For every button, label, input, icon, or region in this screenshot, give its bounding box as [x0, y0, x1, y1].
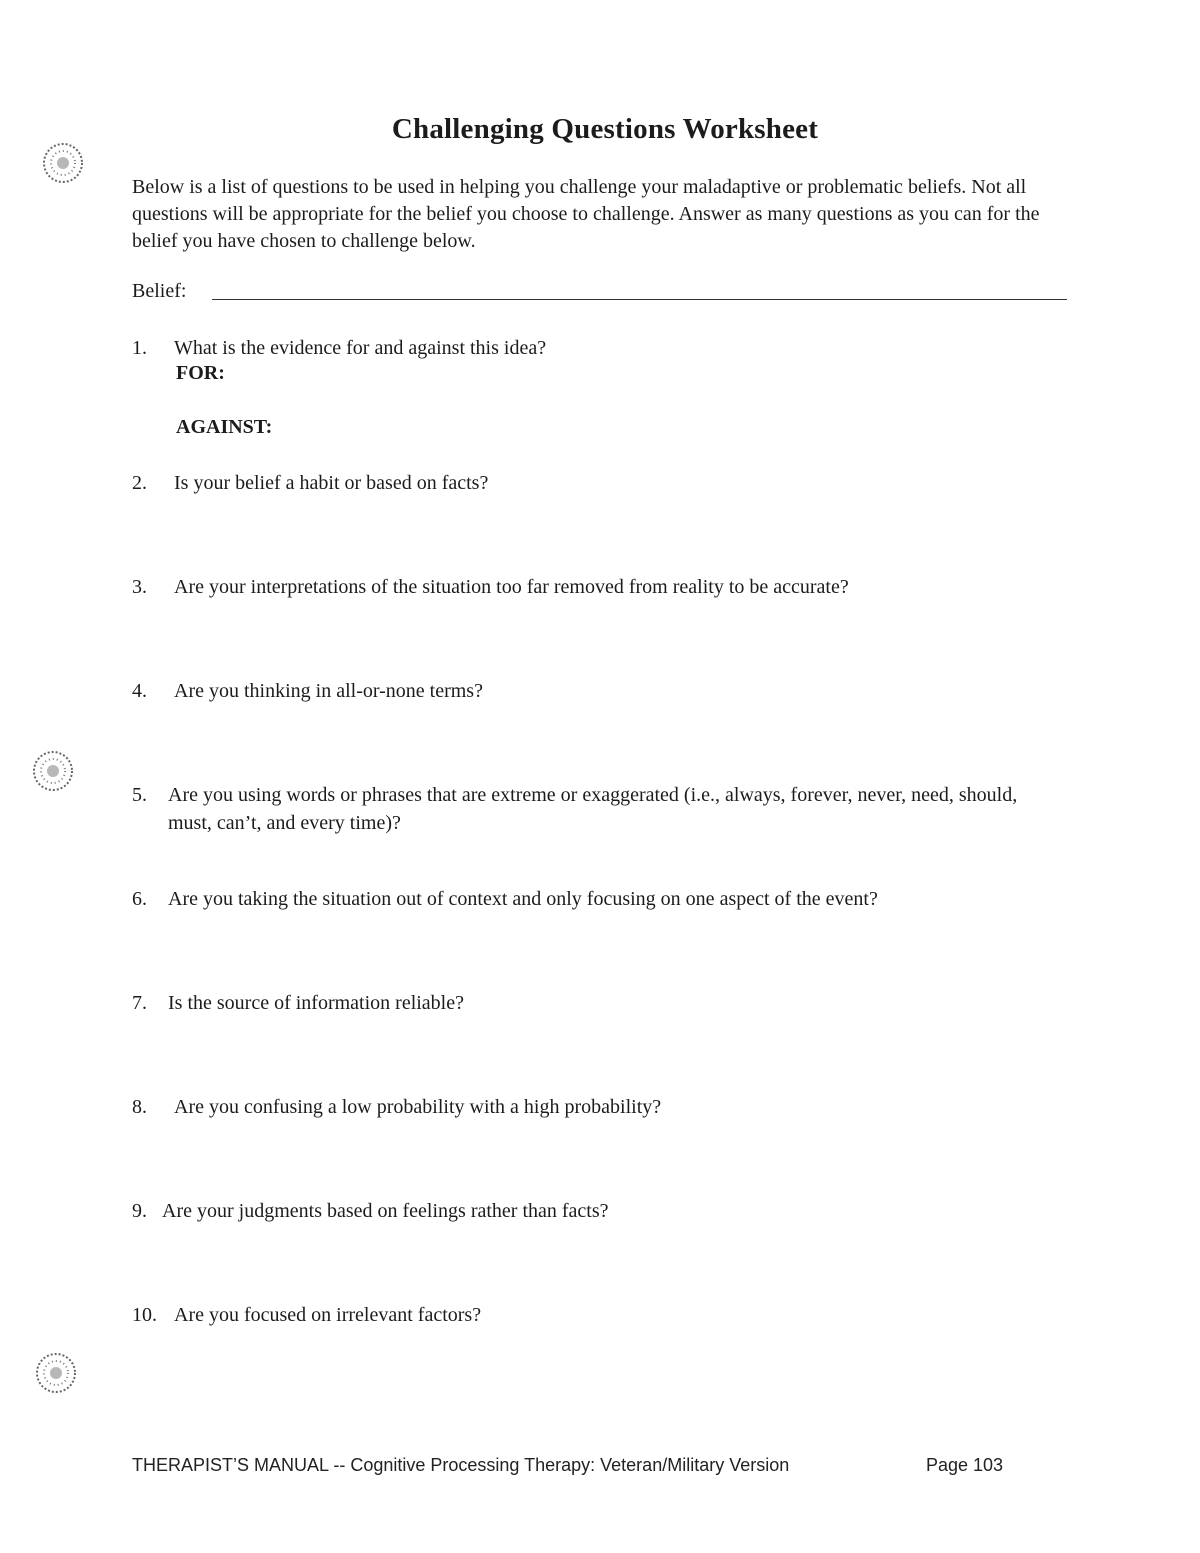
belief-answer-line[interactable] — [212, 299, 1067, 300]
question-number: 2. — [132, 472, 147, 494]
question-text: Is your belief a habit or based on facts? — [174, 472, 489, 494]
question-number: 8. — [132, 1096, 147, 1118]
question-number: 5. — [132, 784, 147, 806]
question-number: 1. — [132, 337, 147, 359]
against-label: AGAINST: — [176, 416, 273, 438]
question-text: Are you thinking in all-or-none terms? — [174, 680, 483, 702]
footer-text: THERAPIST’S MANUAL -- Cognitive Processing Therapy: Veteran/Military Version — [132, 1455, 790, 1475]
question-text: What is the evidence for and against this idea? — [174, 337, 547, 359]
question-text: Is the source of information reliable? — [168, 992, 464, 1014]
for-label: FOR: — [176, 362, 225, 384]
page-title: Challenging Questions Worksheet — [391, 113, 819, 145]
question-text: Are you taking the situation out of context and only focusing on one aspect of the event? — [168, 888, 878, 910]
punch-hole-mark — [30, 748, 76, 794]
question-text: Are you focused on irrelevant factors? — [174, 1304, 482, 1326]
question-number: 3. — [132, 576, 147, 598]
question-text: Are your interpretations of the situation too far removed from reality to be accurate? — [174, 576, 849, 598]
question-number: 6. — [132, 888, 147, 910]
question-number: 9. — [132, 1200, 147, 1222]
question-text: Are you using words or phrases that are extreme or exaggerated (i.e., always, forever, never, need, should, must, can’t, and every time)? — [168, 784, 1018, 834]
belief-label: Belief: — [132, 280, 187, 302]
page-number: Page 103 — [926, 1455, 1004, 1475]
question-text: Are you confusing a low probability with a high probability? — [174, 1096, 662, 1118]
punch-hole-mark — [33, 1350, 79, 1396]
question-number: 4. — [132, 680, 147, 702]
question-number: 10. — [132, 1304, 157, 1326]
question-5 — [132, 781, 1062, 837]
question-number: 7. — [132, 992, 147, 1014]
punch-hole-mark — [40, 140, 86, 186]
intro-paragraph: Below is a list of questions to be used in helping you challenge your maladaptive or problematic beliefs. Not all questions will be appropriate for the belief you choose to challenge. Answer as many questions as you can for the belief you have chosen to challenge below. — [132, 176, 1040, 252]
question-text: Are your judgments based on feelings rather than facts? — [162, 1200, 609, 1222]
